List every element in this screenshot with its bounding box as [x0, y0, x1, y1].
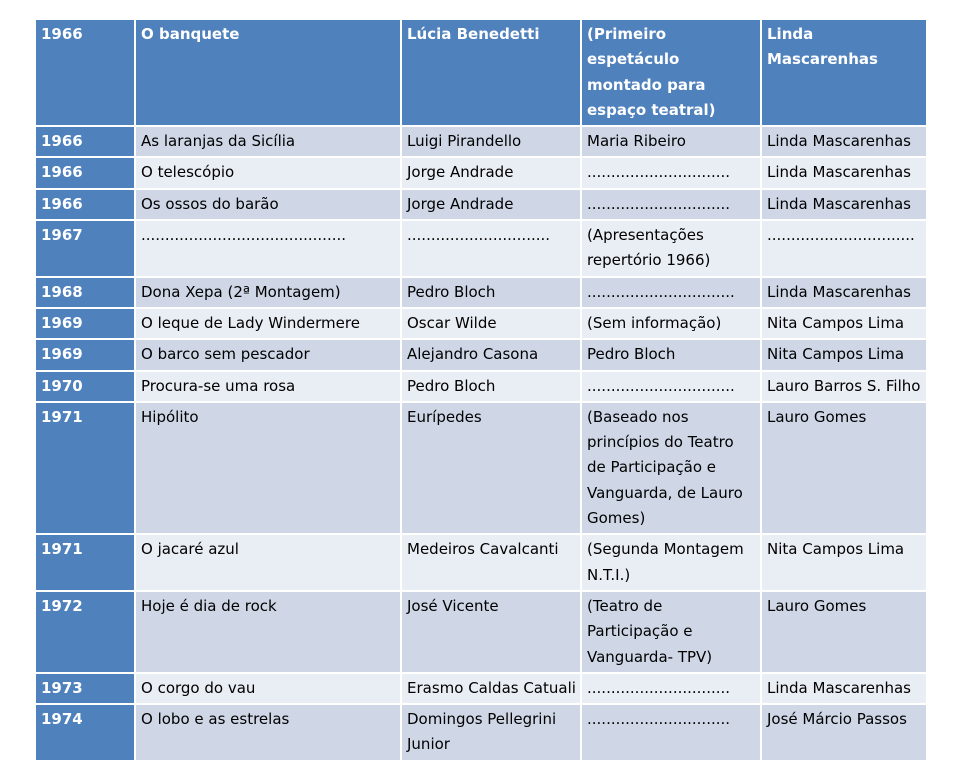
table-row — [35, 673, 927, 704]
table-row — [35, 308, 927, 339]
header-play-cell: O banquete — [135, 19, 401, 126]
notes-cell: ............................... — [581, 371, 761, 402]
table-row — [35, 591, 927, 673]
author-cell: Luigi Pirandello — [401, 126, 581, 157]
year-cell: 1971 — [35, 402, 135, 534]
director-cell: Lauro Barros S. Filho — [761, 371, 927, 402]
table-row — [35, 704, 927, 761]
year-cell: 1969 — [35, 339, 135, 370]
play-title-cell: O barco sem pescador — [135, 339, 401, 370]
year-cell: 1968 — [35, 277, 135, 308]
header-row — [35, 19, 927, 126]
notes-cell: .............................. — [581, 673, 761, 704]
year-cell: 1970 — [35, 371, 135, 402]
director-cell: Linda Mascarenhas — [761, 157, 927, 188]
notes-cell: (Segunda Montagem N.T.I.) — [581, 534, 761, 591]
author-cell: Jorge Andrade — [401, 157, 581, 188]
director-cell: Lauro Gomes — [761, 591, 927, 673]
play-title-cell: O telescópio — [135, 157, 401, 188]
author-cell: Jorge Andrade — [401, 189, 581, 220]
year-cell: 1972 — [35, 591, 135, 673]
notes-cell: Maria Ribeiro — [581, 126, 761, 157]
notes-cell: .............................. — [581, 704, 761, 761]
play-title-cell: Procura-se uma rosa — [135, 371, 401, 402]
director-cell: Nita Campos Lima — [761, 339, 927, 370]
year-cell: 1966 — [35, 126, 135, 157]
play-title-cell: O leque de Lady Windermere — [135, 308, 401, 339]
notes-cell: (Baseado nos princípios do Teatro de Participação e Vanguarda, de Lauro Gomes) — [581, 402, 761, 534]
author-cell: Eurípedes — [401, 402, 581, 534]
plays-table — [34, 18, 928, 762]
director-cell: Lauro Gomes — [761, 402, 927, 534]
director-cell: ............................... — [761, 220, 927, 277]
author-cell: Alejandro Casona — [401, 339, 581, 370]
table-row — [35, 157, 927, 188]
director-cell: Nita Campos Lima — [761, 308, 927, 339]
play-title-cell: Hipólito — [135, 402, 401, 534]
table-row — [35, 371, 927, 402]
header-director-cell: Linda Mascarenhas — [761, 19, 927, 126]
table-row — [35, 189, 927, 220]
header-year-cell: 1966 — [35, 19, 135, 126]
table-body — [35, 19, 927, 761]
director-cell: Nita Campos Lima — [761, 534, 927, 591]
header-author-cell: Lúcia Benedetti — [401, 19, 581, 126]
author-cell: .............................. — [401, 220, 581, 277]
year-cell: 1971 — [35, 534, 135, 591]
director-cell: José Márcio Passos — [761, 704, 927, 761]
play-title-cell: O corgo do vau — [135, 673, 401, 704]
year-cell: 1973 — [35, 673, 135, 704]
notes-cell: (Teatro de Participação e Vanguarda- TPV) — [581, 591, 761, 673]
year-cell: 1969 — [35, 308, 135, 339]
director-cell: Linda Mascarenhas — [761, 189, 927, 220]
play-title-cell: As laranjas da Sicília — [135, 126, 401, 157]
year-cell: 1966 — [35, 157, 135, 188]
author-cell: Erasmo Caldas Catuali — [401, 673, 581, 704]
play-title-cell: O jacaré azul — [135, 534, 401, 591]
play-title-cell: Hoje é dia de rock — [135, 591, 401, 673]
table-row — [35, 220, 927, 277]
table-row — [35, 339, 927, 370]
author-cell: José Vicente — [401, 591, 581, 673]
author-cell: Pedro Bloch — [401, 277, 581, 308]
author-cell: Pedro Bloch — [401, 371, 581, 402]
notes-cell: Pedro Bloch — [581, 339, 761, 370]
year-cell: 1974 — [35, 704, 135, 761]
director-cell: Linda Mascarenhas — [761, 673, 927, 704]
table-row — [35, 126, 927, 157]
author-cell: Oscar Wilde — [401, 308, 581, 339]
director-cell: Linda Mascarenhas — [761, 126, 927, 157]
notes-cell: (Apresentações repertório 1966) — [581, 220, 761, 277]
header-notes-cell: (Primeiro espetáculo montado para espaço teatral) — [581, 19, 761, 126]
year-cell: 1966 — [35, 189, 135, 220]
plays-table-container — [34, 18, 926, 762]
table-row — [35, 402, 927, 534]
year-cell: 1967 — [35, 220, 135, 277]
play-title-cell: O lobo e as estrelas — [135, 704, 401, 761]
table-row — [35, 277, 927, 308]
play-title-cell: Os ossos do barão — [135, 189, 401, 220]
play-title-cell: Dona Xepa (2ª Montagem) — [135, 277, 401, 308]
notes-cell: ............................... — [581, 277, 761, 308]
notes-cell: .............................. — [581, 189, 761, 220]
table-row — [35, 534, 927, 591]
author-cell: Medeiros Cavalcanti — [401, 534, 581, 591]
notes-cell: (Sem informação) — [581, 308, 761, 339]
director-cell: Linda Mascarenhas — [761, 277, 927, 308]
notes-cell: .............................. — [581, 157, 761, 188]
play-title-cell: ........................................... — [135, 220, 401, 277]
author-cell: Domingos Pellegrini Junior — [401, 704, 581, 761]
